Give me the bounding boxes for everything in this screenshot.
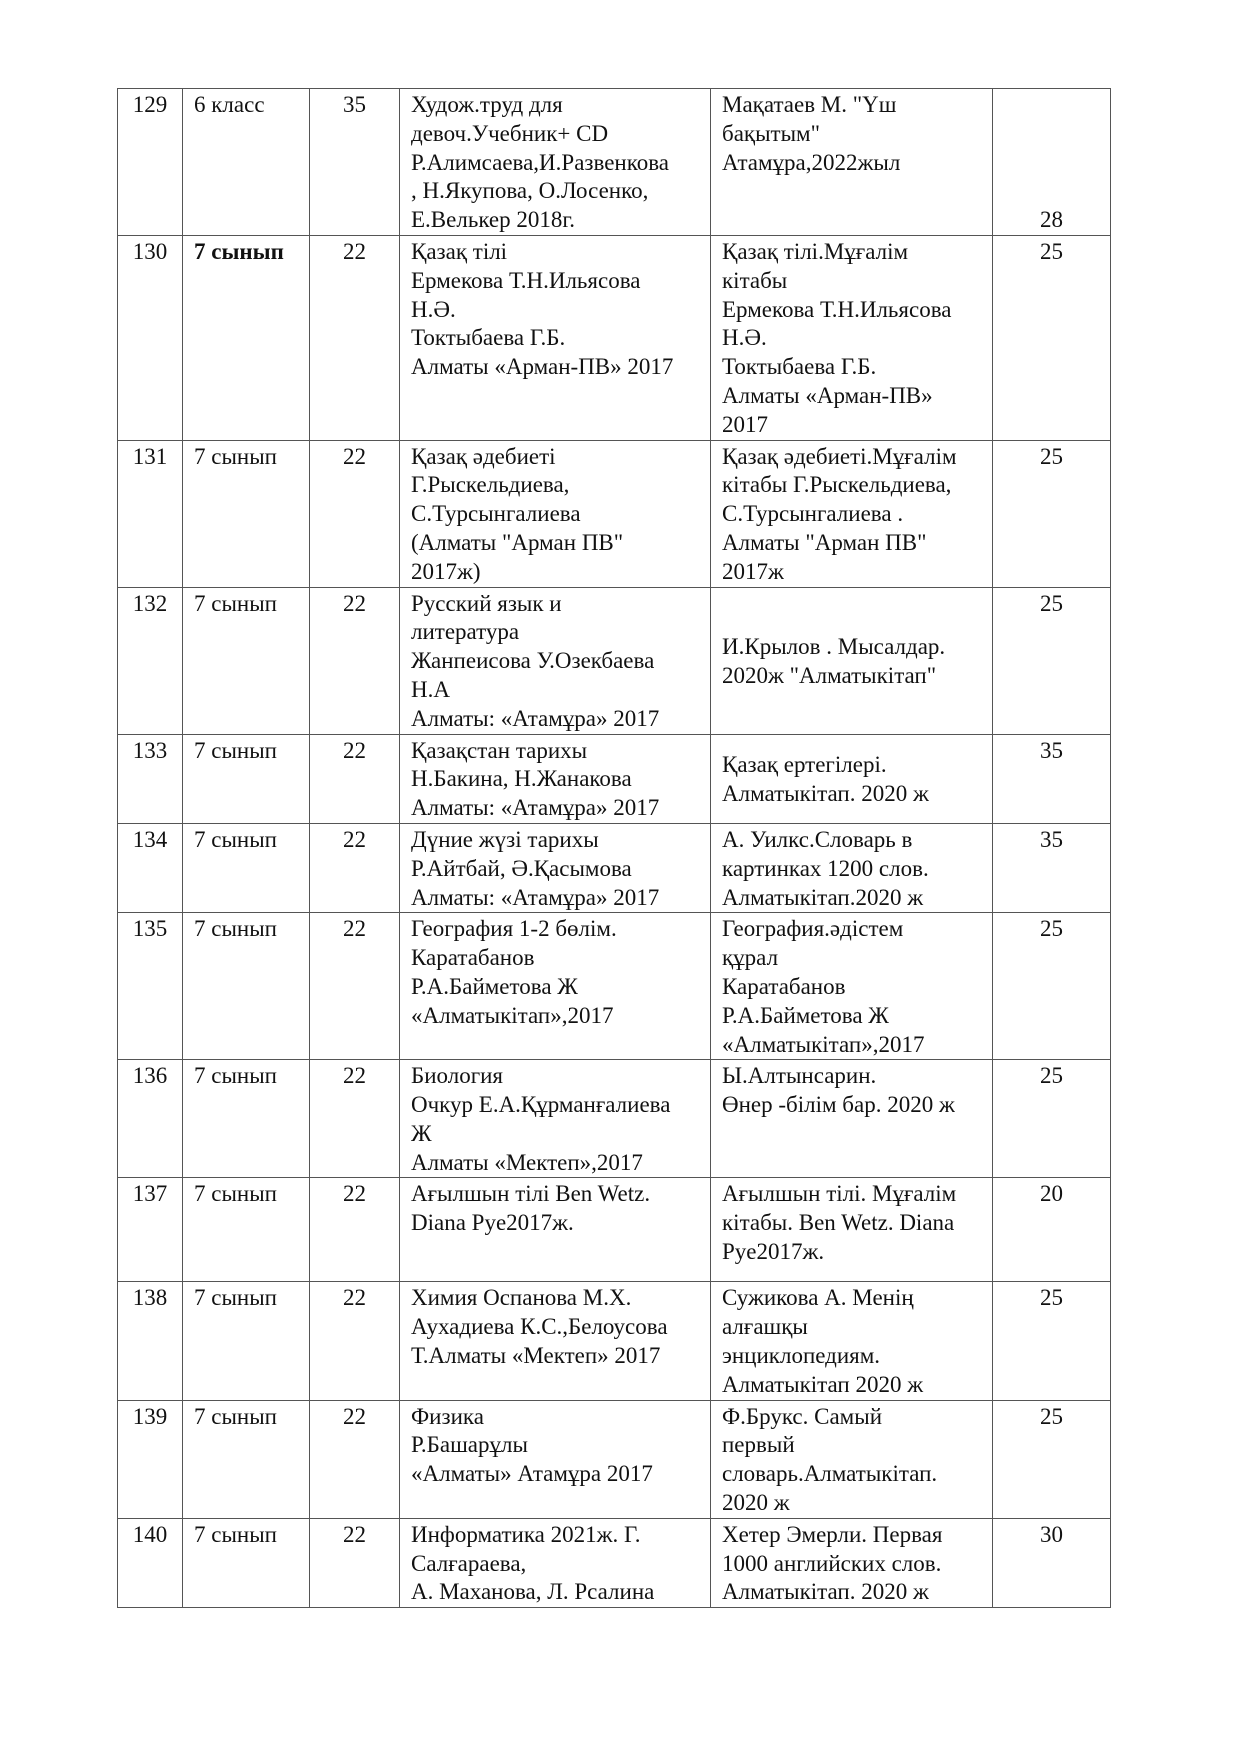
grade-cell: 7 сынып (183, 1400, 310, 1518)
copies-count-cell: 20 (993, 1178, 1111, 1282)
quantity-cell: 22 (310, 587, 400, 734)
supplementary-book-cell: Қазақ әдебиеті.Мұғалім кітабы Г.Рыскельдиева, С.Турсынгалиева . Алматы "Арман ПВ" 2017ж (711, 440, 993, 587)
copies-count-cell: 25 (993, 235, 1111, 440)
quantity-cell: 22 (310, 1060, 400, 1178)
table-row (118, 1518, 1111, 1607)
grade-cell: 6 класс (183, 89, 310, 236)
grade-cell: 7 сынып (183, 235, 310, 440)
row-number-cell: 135 (118, 913, 183, 1060)
textbook-cell: Дүние жүзі тарихы Р.Айтбай, Ә.Қасымова Алматы: «Атамұра» 2017 (400, 823, 711, 912)
copies-count-cell: 28 (993, 89, 1111, 236)
supplementary-book-cell: География.әдістем құрал Каратабанов Р.А.Байметова Ж «Алматыкітап»,2017 (711, 913, 993, 1060)
textbook-cell: Русский язык и литература Жанпеисова У.Озекбаева Н.А Алматы: «Атамұра» 2017 (400, 587, 711, 734)
copies-count-cell: 25 (993, 913, 1111, 1060)
textbook-cell: Биология Очкур Е.А.Құрманғалиева Ж Алматы «Мектеп»,2017 (400, 1060, 711, 1178)
grade-cell: 7 сынып (183, 913, 310, 1060)
copies-count-cell: 25 (993, 587, 1111, 734)
table-row (118, 913, 1111, 1060)
copies-count-cell: 30 (993, 1518, 1111, 1607)
row-number-cell: 138 (118, 1282, 183, 1400)
table-row (118, 1060, 1111, 1178)
supplementary-book-cell: Қазақ ертегілері. Алматыкітап. 2020 ж (711, 734, 993, 823)
copies-count-cell: 35 (993, 734, 1111, 823)
grade-cell: 7 сынып (183, 823, 310, 912)
quantity-cell: 22 (310, 734, 400, 823)
textbook-cell: Худож.труд для девоч.Учебник+ CD Р.Алимсаева,И.Развенкова , Н.Якупова, О.Лосенко, Е.Велькер 2018г. (400, 89, 711, 236)
quantity-cell: 22 (310, 913, 400, 1060)
supplementary-book-cell: Ф.Брукс. Самый первый словарь.Алматыкітап. 2020 ж (711, 1400, 993, 1518)
table-row (118, 823, 1111, 912)
quantity-cell: 22 (310, 1178, 400, 1282)
textbook-cell: Қазақ әдебиеті Г.Рыскельдиева, С.Турсынгалиева (Алматы "Арман ПВ" 2017ж) (400, 440, 711, 587)
copies-count-cell: 35 (993, 823, 1111, 912)
quantity-cell: 22 (310, 1400, 400, 1518)
quantity-cell: 22 (310, 440, 400, 587)
textbook-cell: Қазақ тілі Ермекова Т.Н.Ильясова Н.Ә. Токтыбаева Г.Б. Алматы «Арман-ПВ» 2017 (400, 235, 711, 440)
table-row (118, 1178, 1111, 1282)
row-number-cell: 131 (118, 440, 183, 587)
textbook-cell: Ағылшын тілі Ben Wetz. Diana Pye2017ж. (400, 1178, 711, 1282)
grade-cell: 7 сынып (183, 1178, 310, 1282)
row-number-cell: 133 (118, 734, 183, 823)
table-row (118, 89, 1111, 236)
textbook-table (117, 88, 1111, 1608)
table-row (118, 1400, 1111, 1518)
textbook-cell: Информатика 2021ж. Г. Салғараева, А. Маханова, Л. Рсалина (400, 1518, 711, 1607)
row-number-cell: 136 (118, 1060, 183, 1178)
grade-cell: 7 сынып (183, 1060, 310, 1178)
row-number-cell: 132 (118, 587, 183, 734)
copies-count-cell: 25 (993, 1400, 1111, 1518)
quantity-cell: 22 (310, 823, 400, 912)
grade-cell: 7 сынып (183, 1282, 310, 1400)
textbook-cell: Химия Оспанова М.Х. Аухадиева К.С.,Белоусова Т.Алматы «Мектеп» 2017 (400, 1282, 711, 1400)
quantity-cell: 35 (310, 89, 400, 236)
supplementary-book-cell: Хетер Эмерли. Первая 1000 английских слов. Алматыкітап. 2020 ж (711, 1518, 993, 1607)
supplementary-book-cell: Сужикова А. Менің алғашқы энциклопедиям. Алматыкітап 2020 ж (711, 1282, 993, 1400)
copies-count-cell: 25 (993, 1282, 1111, 1400)
table-body (118, 89, 1111, 1608)
copies-count-cell: 25 (993, 1060, 1111, 1178)
quantity-cell: 22 (310, 1282, 400, 1400)
supplementary-book-cell: И.Крылов . Мысалдар. 2020ж "Алматыкітап" (711, 587, 993, 734)
table-row (118, 734, 1111, 823)
table-row (118, 440, 1111, 587)
table-row (118, 587, 1111, 734)
quantity-cell: 22 (310, 1518, 400, 1607)
supplementary-book-cell: Ы.Алтынсарин. Өнер -білім бар. 2020 ж (711, 1060, 993, 1178)
row-number-cell: 134 (118, 823, 183, 912)
row-number-cell: 129 (118, 89, 183, 236)
supplementary-book-cell: Қазақ тілі.Мұғалім кітабы Ермекова Т.Н.Ильясова Н.Ә. Токтыбаева Г.Б. Алматы «Арман-ПВ» 2017 (711, 235, 993, 440)
quantity-cell: 22 (310, 235, 400, 440)
copies-count-cell: 25 (993, 440, 1111, 587)
row-number-cell: 137 (118, 1178, 183, 1282)
grade-cell: 7 сынып (183, 587, 310, 734)
supplementary-book-cell: Ағылшын тілі. Мұғалім кітабы. Ben Wetz. Diana Pye2017ж. (711, 1178, 993, 1282)
textbook-cell: География 1-2 бөлім. Каратабанов Р.А.Байметова Ж «Алматыкітап»,2017 (400, 913, 711, 1060)
grade-cell: 7 сынып (183, 734, 310, 823)
grade-cell: 7 сынып (183, 440, 310, 587)
textbook-cell: Қазақстан тарихы Н.Бакина, Н.Жанакова Алматы: «Атамұра» 2017 (400, 734, 711, 823)
row-number-cell: 130 (118, 235, 183, 440)
table-row (118, 235, 1111, 440)
table-row (118, 1282, 1111, 1400)
textbook-cell: Физика Р.Башарұлы «Алматы» Атамұра 2017 (400, 1400, 711, 1518)
row-number-cell: 139 (118, 1400, 183, 1518)
supplementary-book-cell: Мақатаев М. "Үш бақытым" Атамұра,2022жыл (711, 89, 993, 236)
grade-cell: 7 сынып (183, 1518, 310, 1607)
row-number-cell: 140 (118, 1518, 183, 1607)
supplementary-book-cell: А. Уилкс.Словарь в картинках 1200 слов. Алматыкітап.2020 ж (711, 823, 993, 912)
